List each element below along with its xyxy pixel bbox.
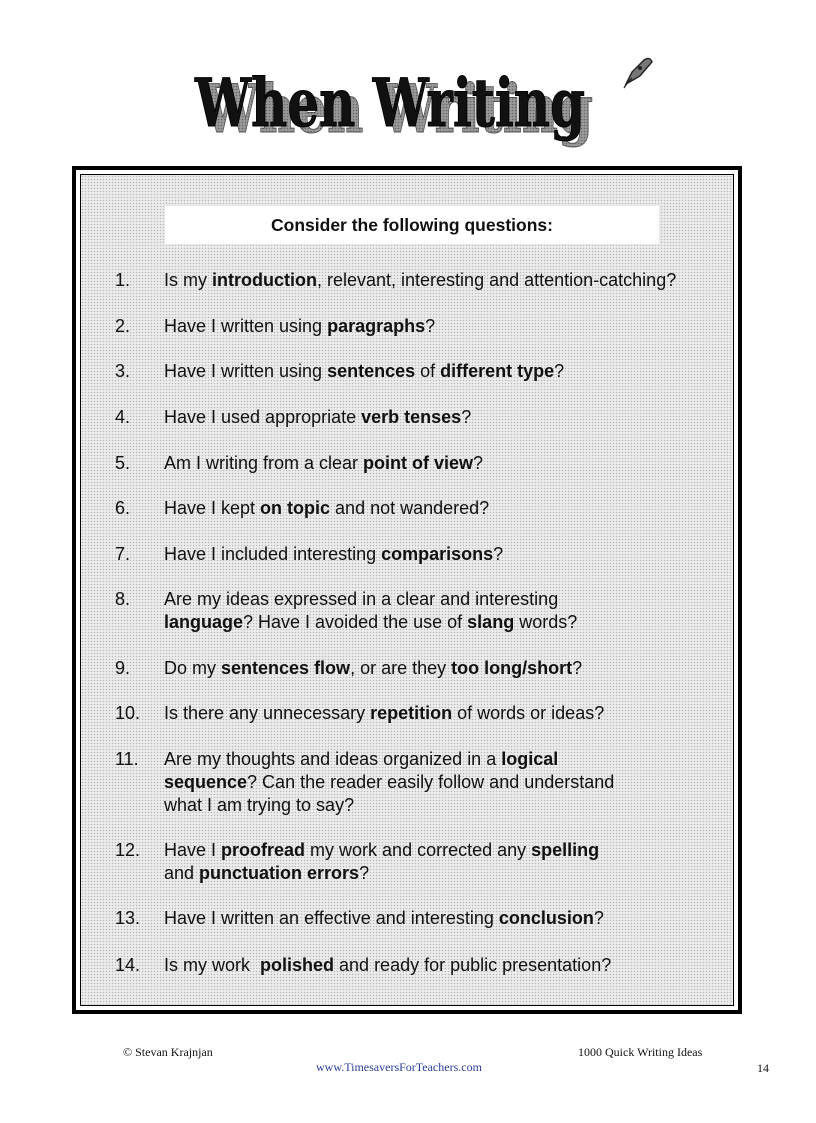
page-title-graphic: [190, 40, 660, 150]
question-number: 10.: [115, 703, 141, 723]
question-text-part: my work and corrected any: [305, 840, 532, 860]
question-keyword: polished: [260, 955, 335, 975]
question-number: 13.: [115, 908, 141, 928]
question-keyword: spelling: [531, 840, 600, 860]
question-keyword: sentences: [327, 361, 416, 381]
question-text-part: Have I included interesting: [164, 544, 382, 564]
question-text-part: Do my: [164, 658, 222, 678]
fountain-pen-icon: [618, 52, 658, 92]
page-title-shadow: When Writing: [202, 70, 593, 148]
footer-author: © Stevan Krajnjan: [123, 1045, 213, 1059]
question-number: 6.: [115, 498, 131, 518]
question-text: [164, 315, 720, 338]
question-text-part: ?: [425, 316, 436, 336]
question-number: 4.: [115, 407, 131, 427]
question-keyword: conclusion: [498, 908, 594, 928]
question-text-part: and: [164, 863, 195, 883]
question-keyword: slang: [467, 612, 515, 632]
question-text: [164, 360, 720, 383]
question-text-part: Have I kept: [164, 498, 261, 518]
questions-heading: Consider the following questions:: [165, 206, 659, 244]
question-text-part: Is my: [164, 270, 212, 290]
question-keyword: language: [164, 612, 244, 632]
question-text-part: Have I used appropriate: [164, 407, 362, 427]
question-number: 7.: [115, 544, 131, 564]
question-number: 3.: [115, 361, 131, 381]
page-title: When Writing: [194, 64, 585, 142]
question-text-part: Have I written using: [164, 361, 328, 381]
question-keyword: sentences flow: [221, 658, 351, 678]
question-number: 2.: [115, 316, 131, 336]
question-text-part: ?: [572, 658, 583, 678]
question-text-part: , relevant, interesting and attention-catching?: [316, 270, 677, 290]
question-text-part: ?: [493, 544, 504, 564]
question-text-part: and not wandered?: [330, 498, 490, 518]
question-text-part: Is my work: [164, 955, 261, 975]
questions-frame: [72, 166, 742, 1014]
question-number: 5.: [115, 453, 131, 473]
footer-website-link[interactable]: www.TimesaversForTeachers.com: [316, 1060, 482, 1074]
question-text: [164, 588, 720, 634]
question-text-part: ? Can the reader easily follow and understand what I am trying to say?: [164, 772, 615, 815]
question-text-part: ?: [473, 453, 484, 473]
question-text-part: of: [415, 361, 441, 381]
question-number: 1.: [115, 270, 131, 290]
question-text-part: Are my thoughts and ideas organized in a: [164, 749, 502, 769]
question-text-part: words?: [514, 612, 578, 632]
question-text: [164, 406, 720, 429]
question-text-part: Have I written using: [164, 316, 328, 336]
question-keyword: too long/short: [451, 658, 573, 678]
question-keyword: introduction: [212, 270, 317, 290]
footer-page-number: 14: [757, 1061, 769, 1075]
question-text: [164, 269, 720, 292]
question-text-part: , or are they: [350, 658, 452, 678]
question-keyword: comparisons: [381, 544, 494, 564]
question-text-part: ? Have I avoided the use of: [243, 612, 468, 632]
question-text-part: ?: [554, 361, 565, 381]
question-keyword: paragraphs: [327, 316, 426, 336]
question-text-part: Is there any unnecessary: [164, 703, 371, 723]
question-text: [164, 702, 720, 725]
question-text: [164, 748, 720, 817]
question-keyword: on topic: [260, 498, 331, 518]
question-text: [164, 954, 720, 977]
question-keyword: punctuation errors: [199, 863, 360, 883]
question-text-part: Am I writing from a clear: [164, 453, 364, 473]
question-keyword: different type: [440, 361, 555, 381]
question-keyword: logical sequence: [164, 749, 559, 792]
question-text-part: ?: [359, 863, 370, 883]
question-text-part: Have I: [164, 840, 222, 860]
question-number: 8.: [115, 589, 131, 609]
question-number: 11.: [115, 749, 139, 769]
question-number: 9.: [115, 658, 131, 678]
question-keyword: proofread: [221, 840, 306, 860]
question-text: [164, 452, 720, 475]
question-text-part: of words or ideas?: [452, 703, 605, 723]
question-text: [164, 907, 720, 930]
question-number: 12.: [115, 840, 141, 860]
question-keyword: verb tenses: [361, 407, 462, 427]
question-text-part: ?: [593, 908, 604, 928]
question-text-part: and ready for public presentation?: [334, 955, 612, 975]
question-keyword: repetition: [370, 703, 453, 723]
question-text: [164, 497, 720, 520]
questions-panel: [80, 174, 734, 1006]
question-text-part: Are my ideas expressed in a clear and interesting: [164, 589, 559, 609]
question-text: [164, 543, 720, 566]
title-wordart: [190, 40, 660, 150]
footer-book-title: 1000 Quick Writing Ideas: [578, 1045, 703, 1059]
question-text: [164, 657, 720, 680]
question-keyword: point of view: [363, 453, 474, 473]
question-text-part: Have I written an effective and interesting: [164, 908, 499, 928]
question-number: 14.: [115, 955, 141, 975]
question-text: [164, 839, 720, 885]
question-text-part: ?: [461, 407, 472, 427]
